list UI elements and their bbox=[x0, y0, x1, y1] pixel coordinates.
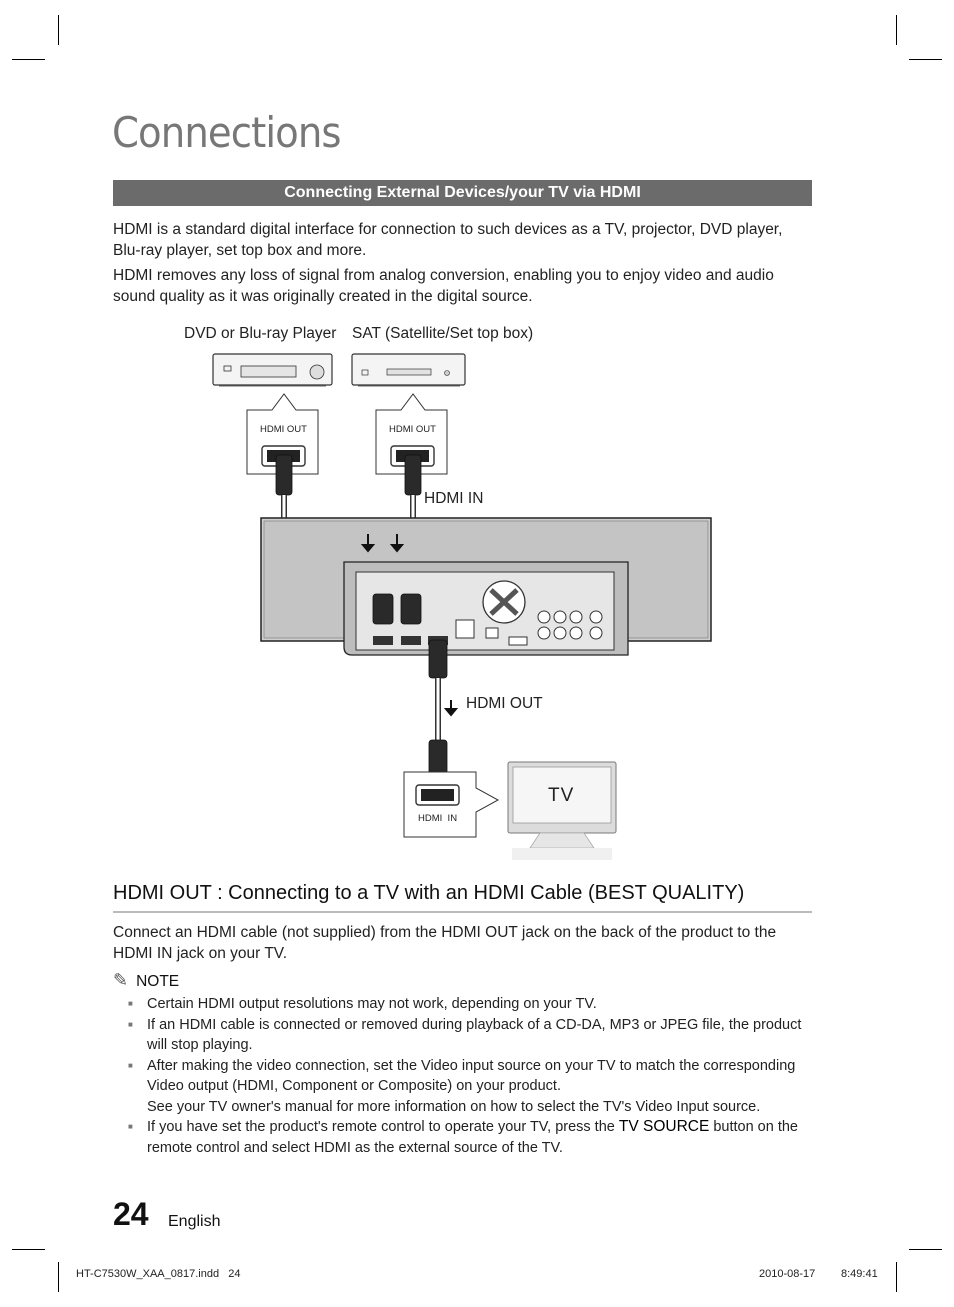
footer-date: 2010-08-17 bbox=[759, 1268, 816, 1280]
dvd-player-image bbox=[213, 354, 332, 386]
pencil-icon: ✎ bbox=[113, 970, 129, 990]
note-heading bbox=[113, 970, 179, 991]
note-item-text: After making the video connection, set the Video input source on your TV to match the corresponding Video output (HDMI, Component or Composite) on your product. bbox=[147, 1057, 796, 1094]
footer-file: HT-C7530W_XAA_0817.indd 24 bbox=[76, 1268, 241, 1280]
hdmi-out-label: HDMI OUT bbox=[466, 695, 543, 712]
page-number: 24 bbox=[113, 1196, 149, 1232]
set-top-box-image bbox=[352, 354, 465, 386]
note-title: NOTE bbox=[136, 973, 180, 990]
note4-post: button on the remote control and select HDMI as the external source of the TV. bbox=[147, 1119, 798, 1156]
sat-box-label: SAT (Satellite/Set top box) bbox=[352, 325, 534, 342]
intro-paragraph-1: HDMI is a standard digital interface for connection to such devices as a TV, projector, DVD player, Blu-ray player, set top box and more. bbox=[113, 221, 783, 259]
tv-source-key: TV SOURCE bbox=[618, 1118, 710, 1135]
note-item: ■ If an HDMI cable is connected or removed during playback of a CD-DA, MP3 or JPEG file, the product will stop playing. bbox=[128, 1015, 818, 1056]
page-title: Connections bbox=[112, 108, 341, 157]
footer-time: 8:49:41 bbox=[841, 1268, 878, 1280]
tv-callout-hdmi-in: HDMI IN bbox=[418, 813, 458, 824]
tv-label: TV bbox=[548, 785, 575, 806]
callout-hdmi-out-1: HDMI OUT bbox=[260, 424, 307, 435]
note-item-extra: See your TV owner's manual for more information on how to select the TV's Video Input source. bbox=[147, 1098, 761, 1115]
callout-hdmi-out-2: HDMI OUT bbox=[389, 424, 436, 435]
section-title: Connecting External Devices/your TV via HDMI bbox=[113, 180, 812, 206]
note-item: ■ Certain HDMI output resolutions may not work, depending on your TV. bbox=[128, 994, 818, 1015]
tv-image bbox=[508, 762, 616, 860]
note4-pre: If you have set the product's remote control to operate your TV, press the bbox=[147, 1119, 619, 1135]
page-language: English bbox=[168, 1213, 221, 1230]
subsection-title: HDMI OUT : Connecting to a TV with an HDMI Cable (BEST QUALITY) bbox=[113, 882, 812, 913]
dvd-player-label: DVD or Blu-ray Player bbox=[184, 325, 337, 342]
note-item bbox=[128, 1117, 818, 1158]
intro-paragraph-2: HDMI removes any loss of signal from analog conversion, enabling you to enjoy video and audio sound quality as it was originally created in the digital source. bbox=[113, 267, 774, 305]
note-item bbox=[128, 1056, 818, 1118]
subsection-paragraph: Connect an HDMI cable (not supplied) from the HDMI OUT jack on the back of the product to the HDMI IN jack on your TV. bbox=[113, 924, 777, 962]
hdmi-in-label: HDMI IN bbox=[424, 490, 484, 507]
note-list bbox=[128, 994, 818, 1158]
